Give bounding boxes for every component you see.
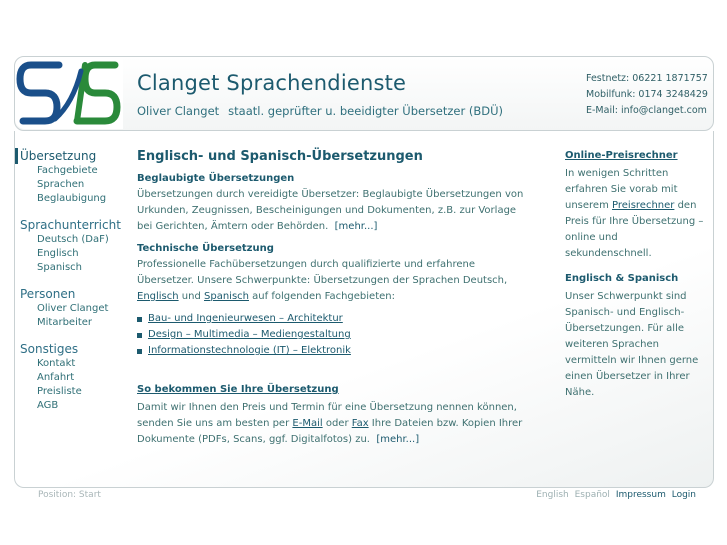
howto-title-wrap <box>137 382 532 398</box>
breadcrumb: Position: Start <box>38 490 101 500</box>
mobile: Mobilfunk: 0174 3248429 <box>586 89 708 100</box>
clanget-logo[interactable] <box>15 57 123 129</box>
nav-item-kontakt[interactable]: Kontakt <box>37 358 76 369</box>
nav-item-preisliste[interactable]: Preisliste <box>37 386 82 397</box>
preisrechner-title-link[interactable]: Online-Preisrechner <box>565 150 678 161</box>
espanol-link[interactable]: Español <box>574 490 610 500</box>
nav-item-spanisch[interactable]: Spanisch <box>37 262 82 273</box>
howto-or: oder <box>322 418 352 429</box>
englisch-link[interactable]: Englisch <box>137 291 179 302</box>
nav-group-sprachunterricht[interactable]: Sprachunterricht <box>20 218 121 232</box>
nav-group-personen[interactable]: Personen <box>20 287 76 301</box>
howto-more-link[interactable]: [mehr...] <box>376 434 420 445</box>
technisch-text-a: Professionelle Fachübersetzungen durch qualifizierte und erfahrene Übersetzer. Unsere Schwerpunkte: Übersetzungen der Sprachen Deutsch, <box>137 259 508 286</box>
englisch-spanisch-title: Englisch & Spanisch <box>565 273 679 284</box>
nav-item-agb[interactable]: AGB <box>37 400 59 411</box>
technisch-title: Technische Übersetzung <box>137 243 274 254</box>
fachgebiete-list <box>137 311 532 359</box>
right-sidebar <box>565 148 705 410</box>
impressum-link[interactable]: Impressum <box>615 490 666 500</box>
credentials: staatl. geprüfter u. beeidigter Übersetzer (BDÜ) <box>228 104 504 118</box>
howto-text-a: Damit wir Ihnen den Preis und Termin für eine Übersetzung nennen können, senden Sie uns am besten per <box>137 402 517 429</box>
list-item <box>137 343 532 359</box>
site-subtitle <box>137 104 503 118</box>
beglaubigt-paragraph <box>137 187 532 235</box>
nav-item-englisch[interactable]: Englisch <box>37 248 79 259</box>
preis-text-a: In wenigen Schritten erfahren Sie vorab mit unserem <box>565 168 678 211</box>
contact-info <box>586 71 708 119</box>
design-link[interactable]: Design – Multimedia – Mediengestaltung <box>148 329 351 340</box>
login-link[interactable]: Login <box>671 490 696 500</box>
nav-item-fachgebiete[interactable]: Fachgebiete <box>37 165 98 176</box>
howto-text-b: Ihre Dateien bzw. Kopien Ihrer Dokumente (PDFs, Scans, ggf. Digitalfotos) zu. <box>137 418 523 445</box>
nav-group-uebersetzung[interactable]: Übersetzung <box>15 148 125 164</box>
spanisch-link[interactable]: Spanisch <box>204 291 249 302</box>
list-item <box>137 311 532 327</box>
nav-item-anfahrt[interactable]: Anfahrt <box>37 372 75 383</box>
preisrechner-paragraph <box>565 166 705 262</box>
technisch-text-b: auf folgenden Fachgebieten: <box>249 291 395 302</box>
beglaubigt-text: Übersetzungen durch vereidigte Übersetzer: Beglaubigte Übersetzungen von Urkunden, Zeugnissen, Bescheinigungen und Dokumenten, z.B. zur Vorlage bei Gerichten, Ämtern oder Behörden. <box>137 189 524 232</box>
howto-section <box>137 382 532 448</box>
owner-name: Oliver Clanget <box>137 104 220 118</box>
email-link[interactable]: E-Mail <box>292 418 323 429</box>
nav-item-mitarbeiter[interactable]: Mitarbeiter <box>37 317 93 328</box>
howto-title-link[interactable]: So bekommen Sie Ihre Übersetzung <box>137 384 339 395</box>
nav-item-oliver-clanget[interactable]: Oliver Clanget <box>37 303 109 314</box>
nav-item-sprachen[interactable]: Sprachen <box>37 179 85 190</box>
englisch-spanisch-text: Unser Schwerpunkt sind Spanisch- und Englisch-Übersetzungen. Für alle weiteren Sprachen vermitteln wir Ihnen gerne einen Übersetzer in Ihrer Nähe. <box>565 291 699 398</box>
howto-paragraph <box>137 400 532 448</box>
nav-item-deutsch[interactable]: Deutsch (DaF) <box>37 234 109 245</box>
technisch-paragraph <box>137 257 532 305</box>
nav-item-beglaubigung[interactable]: Beglaubigung <box>37 193 107 204</box>
main-content <box>137 148 532 359</box>
nav-group-sonstiges[interactable]: Sonstiges <box>20 342 79 356</box>
email[interactable]: E-Mail: info@clanget.com <box>586 105 707 116</box>
beglaubigt-title: Beglaubigte Übersetzungen <box>137 173 295 184</box>
site-title: Clanget Sprachendienste <box>137 71 407 95</box>
fax-link[interactable]: Fax <box>351 418 369 429</box>
footer-links <box>533 490 696 500</box>
sidebar-nav <box>15 148 125 413</box>
it-link[interactable]: Informationstechnologie (IT) – Elektronik <box>148 345 351 356</box>
beglaubigt-more-link[interactable]: [mehr...] <box>334 221 378 232</box>
bau-link[interactable]: Bau- und Ingenieurwesen – Architektur <box>148 313 343 324</box>
preisrechner-link[interactable]: Preisrechner <box>612 200 675 211</box>
list-item <box>137 327 532 343</box>
technisch-and: und <box>178 291 204 302</box>
english-link[interactable]: English <box>536 490 569 500</box>
phone: Festnetz: 06221 1871757 <box>586 73 708 84</box>
page-heading: Englisch- und Spanisch-Übersetzungen <box>137 149 423 164</box>
preis-text-b: den Preis für Ihre Übersetzung – online und sekundenschnell. <box>565 200 704 259</box>
preisrechner-title-wrap <box>565 148 705 164</box>
